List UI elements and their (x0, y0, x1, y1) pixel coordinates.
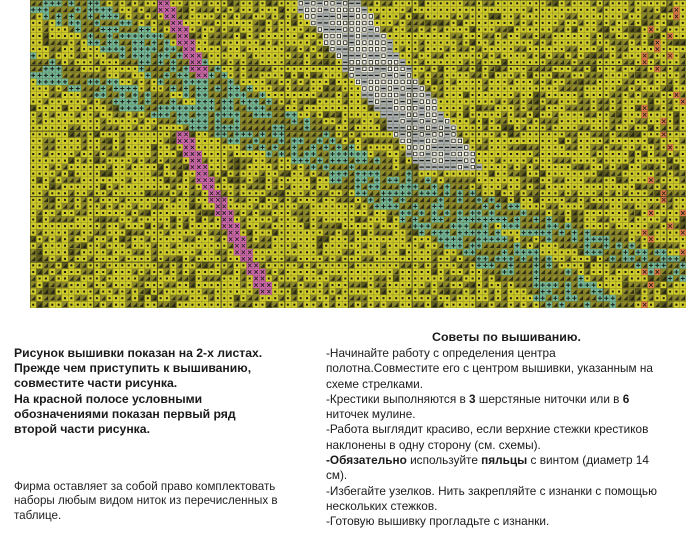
tip-line: -Работа выглядит красиво, если верхние стежки крестиков (326, 422, 649, 437)
instruction-line: На красной полосе условными (14, 391, 203, 406)
tip-text: используйте (406, 453, 482, 468)
tip-text: шерстяные ниточки или в (475, 391, 623, 406)
tip-line: полотна.Совместите его с центром вышивки, указанным на (326, 361, 653, 376)
tip-line: наклонены в одну сторону (см. схемы). (326, 437, 541, 452)
instruction-line: совместите части рисунка. (14, 376, 178, 391)
disclaimer-line: таблице. (14, 508, 62, 522)
tip-text: с винтом (диаметр 14 (527, 453, 649, 468)
tip-line: -Готовую вышивку прогладьте с изнанки. (326, 514, 550, 529)
tip-emphasis: пяльцы (481, 453, 528, 468)
instruction-line: второй части рисунка. (14, 422, 150, 437)
tip-line: нескольких стежков. (326, 498, 438, 513)
tip-line: см). (326, 468, 348, 483)
tip-line: схеме стрелками. (326, 376, 424, 391)
company-disclaimer (14, 480, 314, 523)
tips-title: Советы по вышиванию. (432, 330, 581, 344)
tip-line: ниточек мулине. (326, 407, 416, 422)
instruction-line: Рисунок вышивки показан на 2-х листах. (14, 346, 263, 360)
pattern-instructions (14, 346, 314, 437)
tip-line: -Начинайте работу с определения центра (326, 346, 556, 360)
instruction-line: Прежде чем приступить к вышиванию, (14, 361, 252, 376)
tip-text: -Крестики выполняются в (326, 391, 470, 406)
tip-line: -Избегайте узелков. Нить закрепляйте с изнанки с помощью (326, 483, 657, 498)
embroidery-pattern-chart (30, 0, 686, 308)
thread-count-floss: 6 (622, 391, 630, 406)
tip-line (326, 392, 686, 407)
tip-line (326, 453, 686, 468)
disclaimer-line: Фирма оставляет за собой право комплектовать (14, 480, 276, 493)
disclaimer-line: наборы любым видом ниток из перечисленных в (14, 494, 278, 508)
tip-emphasis: -Обязательно (326, 453, 407, 468)
instruction-line: обозначениями показан первый ряд (14, 406, 236, 421)
pattern-grid (30, 0, 686, 308)
thread-count-wool: 3 (469, 391, 476, 406)
embroidery-tips (326, 346, 686, 530)
